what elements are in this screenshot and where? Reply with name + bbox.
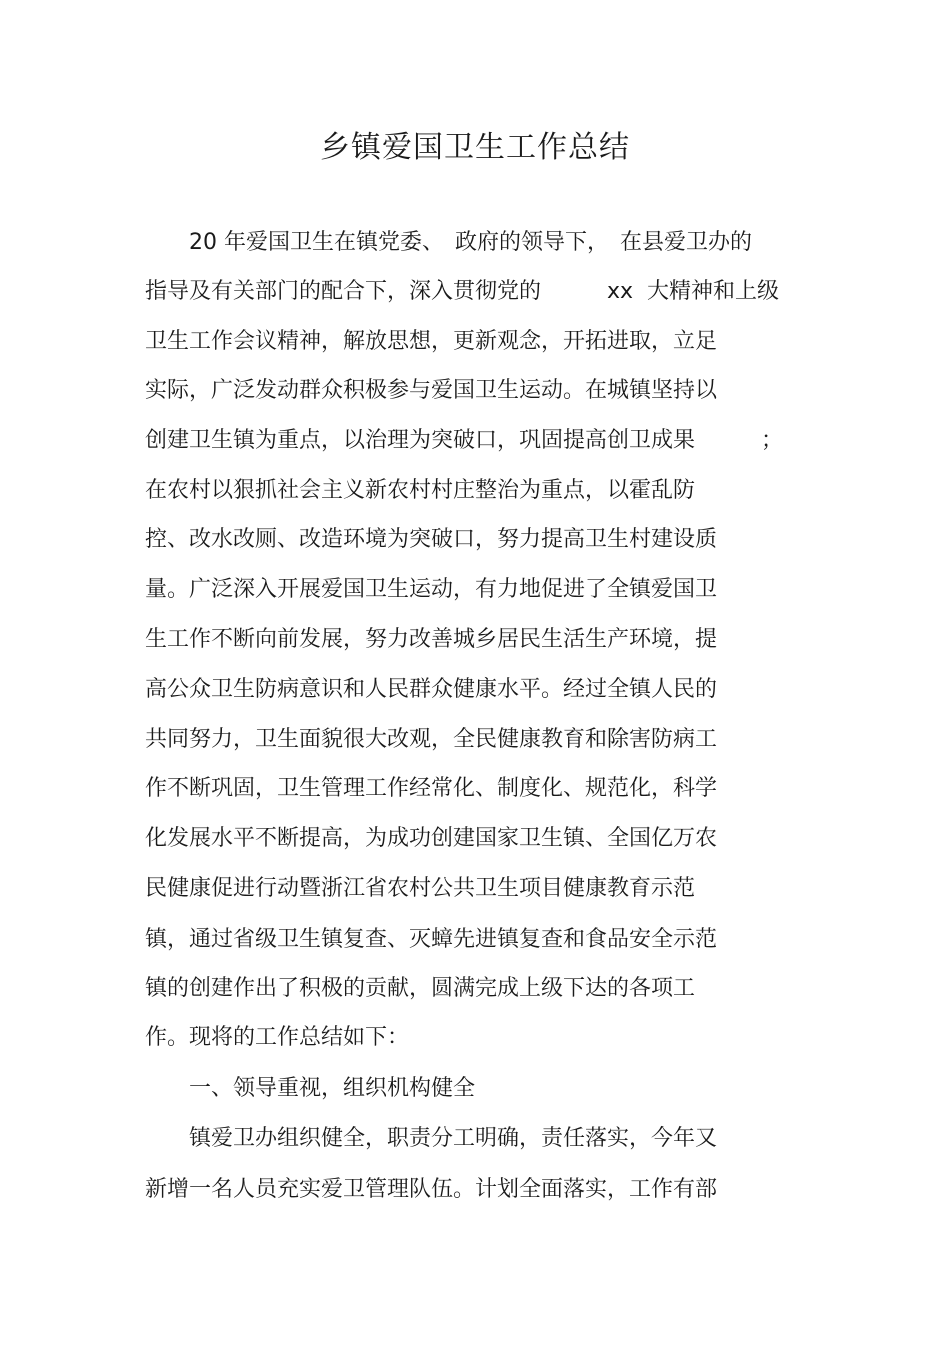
paragraph-line: 实际，广泛发动群众积极参与爱国卫生运动。在城镇坚持以 xyxy=(145,378,718,403)
paragraph-line: 新增一名人员充实爱卫管理队伍。计划全面落实，工作有部 xyxy=(145,1177,718,1202)
paragraph-line: 在农村以狠抓社会主义新农村村庄整治为重点，以霍乱防 xyxy=(145,478,696,503)
paragraph-line: 作。现将的工作总结如下： xyxy=(145,1025,410,1050)
paragraph-line: 20 年爱国卫生在镇党委、 政府的领导下， 在县爱卫办的 xyxy=(145,230,752,255)
paragraph-line: 作不断巩固，卫生管理工作经常化、制度化、规范化，科学 xyxy=(145,776,718,801)
paragraph-line: 高公众卫生防病意识和人民群众健康水平。经过全镇人民的 xyxy=(145,677,718,702)
section-heading: 一、领导重视，组织机构健全 xyxy=(145,1076,476,1101)
paragraph-line: 生工作不断向前发展，努力改善城乡居民生活生产环境，提 xyxy=(145,627,718,652)
paragraph-line: 民健康促进行动暨浙江省农村公共卫生项目健康教育示范 xyxy=(145,876,696,901)
paragraph-line: 化发展水平不断提高，为成功创建国家卫生镇、全国亿万农 xyxy=(145,826,718,851)
paragraph-line: 镇爱卫办组织健全，职责分工明确，责任落实，今年又 xyxy=(145,1126,718,1151)
paragraph-line: 镇的创建作出了积极的贡献，圆满完成上级下达的各项工 xyxy=(145,976,696,1001)
paragraph-line: 卫生工作会议精神，解放思想，更新观念，开拓进取，立足 xyxy=(145,329,718,354)
paragraph-line: 共同努力，卫生面貌很大改观，全民健康教育和除害防病工 xyxy=(145,727,718,752)
paragraph-line: 创建卫生镇为重点，以治理为突破口，巩固提高创卫成果 ； xyxy=(145,428,784,453)
paragraph-line: 量。广泛深入开展爱国卫生运动，有力地促进了全镇爱国卫 xyxy=(145,577,718,602)
paragraph-line: 镇，通过省级卫生镇复查、灭蟑先进镇复查和食品安全示范 xyxy=(145,927,718,952)
document-title: 乡镇爱国卫生工作总结 xyxy=(320,130,630,165)
paragraph-line: 控、改水改厕、改造环境为突破口，努力提高卫生村建设质 xyxy=(145,527,718,552)
paragraph-line: 指导及有关部门的配合下，深入贯彻党的 xx 大精神和上级 xyxy=(145,279,780,304)
